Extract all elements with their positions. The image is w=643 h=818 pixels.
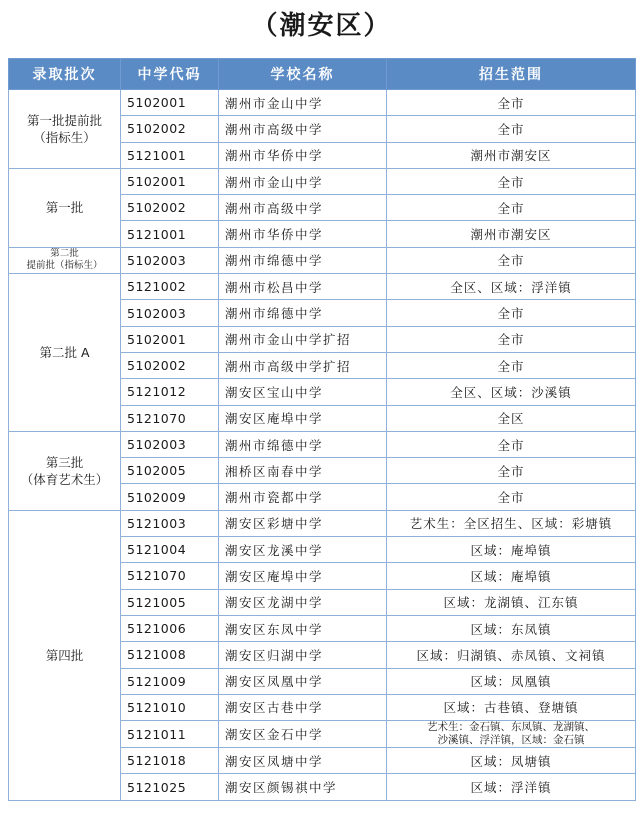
school-code: 5121010 bbox=[121, 694, 219, 720]
area-text: 潮州市潮安区 bbox=[470, 148, 552, 164]
table-row bbox=[9, 168, 636, 194]
enrollment-area bbox=[387, 748, 636, 774]
school-name: 潮州市金山中学扩招 bbox=[219, 326, 387, 352]
school-code: 5121004 bbox=[121, 537, 219, 563]
area-text: 全区 bbox=[497, 411, 525, 427]
header-row bbox=[9, 59, 636, 90]
enrollment-area bbox=[387, 431, 636, 457]
area-text: 区域：庵埠镇 bbox=[470, 542, 552, 558]
enrollment-area bbox=[387, 352, 636, 378]
school-code: 5121001 bbox=[121, 221, 219, 247]
enrollment-area bbox=[387, 326, 636, 352]
school-name: 潮安区凤凰中学 bbox=[219, 668, 387, 694]
school-name: 潮州市瓷都中学 bbox=[219, 484, 387, 510]
header-batch: 录取批次 bbox=[9, 59, 121, 90]
school-code: 5121070 bbox=[121, 405, 219, 431]
area-text: 全市 bbox=[497, 253, 525, 269]
school-code: 5102001 bbox=[121, 90, 219, 116]
area-text: 潮州市潮安区 bbox=[470, 227, 552, 243]
school-name: 潮州市高级中学 bbox=[219, 116, 387, 142]
area-text: 区域：凤塘镇 bbox=[470, 753, 552, 769]
enrollment-area bbox=[387, 615, 636, 641]
batch-label: （指标生） bbox=[33, 129, 96, 145]
area-text: 区域：凤凰镇 bbox=[470, 674, 552, 690]
school-name: 潮安区彩塘中学 bbox=[219, 510, 387, 536]
school-code: 5121002 bbox=[121, 274, 219, 300]
school-name: 潮州市金山中学 bbox=[219, 168, 387, 194]
school-code: 5102009 bbox=[121, 484, 219, 510]
page-title: （潮安区） bbox=[251, 11, 392, 41]
enrollment-area bbox=[387, 195, 636, 221]
school-name: 潮安区庵埠中学 bbox=[219, 563, 387, 589]
batch-label: 第三批 bbox=[45, 454, 84, 470]
batch-cell bbox=[9, 247, 121, 273]
area-text: 艺术生：金石镇、东凤镇、龙湖镇、 bbox=[427, 721, 595, 734]
school-name: 潮安区金石中学 bbox=[219, 721, 387, 748]
school-code: 5121011 bbox=[121, 721, 219, 748]
school-code: 5121005 bbox=[121, 589, 219, 615]
enrollment-area bbox=[387, 563, 636, 589]
enrollment-area bbox=[387, 247, 636, 273]
batch-cell bbox=[9, 90, 121, 169]
enrollment-area bbox=[387, 274, 636, 300]
enrollment-area bbox=[387, 537, 636, 563]
school-code: 5121001 bbox=[121, 142, 219, 168]
enrollment-area bbox=[387, 300, 636, 326]
school-code: 5102002 bbox=[121, 195, 219, 221]
school-code: 5121006 bbox=[121, 615, 219, 641]
school-code: 5102003 bbox=[121, 300, 219, 326]
batch-cell bbox=[9, 510, 121, 800]
area-text: 沙溪镇、浮洋镇，区域：金石镇 bbox=[437, 734, 585, 747]
enrollment-area bbox=[387, 721, 636, 748]
table-body bbox=[9, 90, 636, 801]
batch-label: 第二批 A bbox=[39, 344, 90, 360]
area-text: 区域：归湖镇、赤凤镇、文祠镇 bbox=[416, 647, 606, 663]
school-name: 潮安区凤塘中学 bbox=[219, 748, 387, 774]
school-name: 潮安区东凤中学 bbox=[219, 615, 387, 641]
enrollment-area bbox=[387, 774, 636, 800]
enrollment-area bbox=[387, 142, 636, 168]
header-code: 中学代码 bbox=[121, 59, 219, 90]
enrollment-area bbox=[387, 405, 636, 431]
area-text: 全市 bbox=[497, 200, 525, 216]
area-text: 艺术生：全区招生、区域：彩塘镇 bbox=[409, 516, 613, 532]
school-name: 潮州市松昌中学 bbox=[219, 274, 387, 300]
school-code: 5102005 bbox=[121, 458, 219, 484]
area-text: 全市 bbox=[497, 95, 525, 111]
header-area: 招生范围 bbox=[387, 59, 636, 90]
batch-cell bbox=[9, 431, 121, 510]
area-text: 全市 bbox=[497, 437, 525, 453]
school-name: 潮安区庵埠中学 bbox=[219, 405, 387, 431]
area-text: 区域：古巷镇、登塘镇 bbox=[443, 700, 579, 716]
enrollment-area bbox=[387, 168, 636, 194]
header-school: 学校名称 bbox=[219, 59, 387, 90]
enrollment-area bbox=[387, 458, 636, 484]
batch-label: （体育艺术生） bbox=[20, 471, 109, 487]
area-text: 全市 bbox=[497, 306, 525, 322]
school-name: 潮安区颜锡祺中学 bbox=[219, 774, 387, 800]
school-code: 5121025 bbox=[121, 774, 219, 800]
school-name: 潮州市高级中学 bbox=[219, 195, 387, 221]
enrollment-area bbox=[387, 484, 636, 510]
school-code: 5102003 bbox=[121, 431, 219, 457]
school-name: 潮州市绵德中学 bbox=[219, 300, 387, 326]
school-name: 潮安区龙湖中学 bbox=[219, 589, 387, 615]
area-text: 全市 bbox=[497, 121, 525, 137]
enrollment-area bbox=[387, 694, 636, 720]
area-text: 区域：浮洋镇 bbox=[470, 780, 552, 796]
batch-label: 提前批（指标生） bbox=[26, 260, 103, 272]
table-row bbox=[9, 274, 636, 300]
school-name: 潮安区归湖中学 bbox=[219, 642, 387, 668]
school-code: 5121008 bbox=[121, 642, 219, 668]
school-code: 5121070 bbox=[121, 563, 219, 589]
batch-label: 第二批 bbox=[50, 248, 79, 260]
batch-cell bbox=[9, 168, 121, 247]
area-text: 全市 bbox=[497, 358, 525, 374]
area-text: 全市 bbox=[497, 490, 525, 506]
school-name: 潮安区宝山中学 bbox=[219, 379, 387, 405]
area-text: 区域：东凤镇 bbox=[470, 621, 552, 637]
school-name: 潮安区古巷中学 bbox=[219, 694, 387, 720]
batch-label: 第四批 bbox=[45, 647, 84, 663]
school-code: 5102003 bbox=[121, 247, 219, 273]
school-name: 湘桥区南春中学 bbox=[219, 458, 387, 484]
area-text: 全市 bbox=[497, 332, 525, 348]
school-name: 潮州市绵德中学 bbox=[219, 431, 387, 457]
school-name: 潮安区龙溪中学 bbox=[219, 537, 387, 563]
school-code: 5102002 bbox=[121, 352, 219, 378]
school-code: 5121003 bbox=[121, 510, 219, 536]
enrollment-area bbox=[387, 379, 636, 405]
table-row bbox=[9, 90, 636, 116]
school-code: 5102002 bbox=[121, 116, 219, 142]
table-row bbox=[9, 510, 636, 536]
school-code: 5102001 bbox=[121, 168, 219, 194]
batch-cell bbox=[9, 274, 121, 432]
table-row bbox=[9, 431, 636, 457]
area-text: 全市 bbox=[497, 174, 525, 190]
school-name: 潮州市金山中学 bbox=[219, 90, 387, 116]
enrollment-area bbox=[387, 642, 636, 668]
school-name: 潮州市绵德中学 bbox=[219, 247, 387, 273]
school-name: 潮州市华侨中学 bbox=[219, 142, 387, 168]
area-text: 全区、区域：沙溪镇 bbox=[450, 384, 572, 400]
enrollment-area bbox=[387, 589, 636, 615]
enrollment-area bbox=[387, 221, 636, 247]
area-text: 全市 bbox=[497, 463, 525, 479]
school-code: 5121009 bbox=[121, 668, 219, 694]
batch-label: 第一批提前批 bbox=[26, 112, 102, 128]
admission-table bbox=[8, 58, 636, 801]
enrollment-area bbox=[387, 116, 636, 142]
school-code: 5121018 bbox=[121, 748, 219, 774]
school-name: 潮州市华侨中学 bbox=[219, 221, 387, 247]
area-text: 区域：庵埠镇 bbox=[470, 568, 552, 584]
area-text: 区域：龙湖镇、江东镇 bbox=[443, 595, 579, 611]
school-name: 潮州市高级中学扩招 bbox=[219, 352, 387, 378]
enrollment-area bbox=[387, 668, 636, 694]
area-text: 全区、区域：浮洋镇 bbox=[450, 279, 572, 295]
enrollment-area bbox=[387, 510, 636, 536]
batch-label: 第一批 bbox=[45, 200, 84, 216]
school-code: 5102001 bbox=[121, 326, 219, 352]
table-row bbox=[9, 247, 636, 273]
school-code: 5121012 bbox=[121, 379, 219, 405]
enrollment-area bbox=[387, 90, 636, 116]
